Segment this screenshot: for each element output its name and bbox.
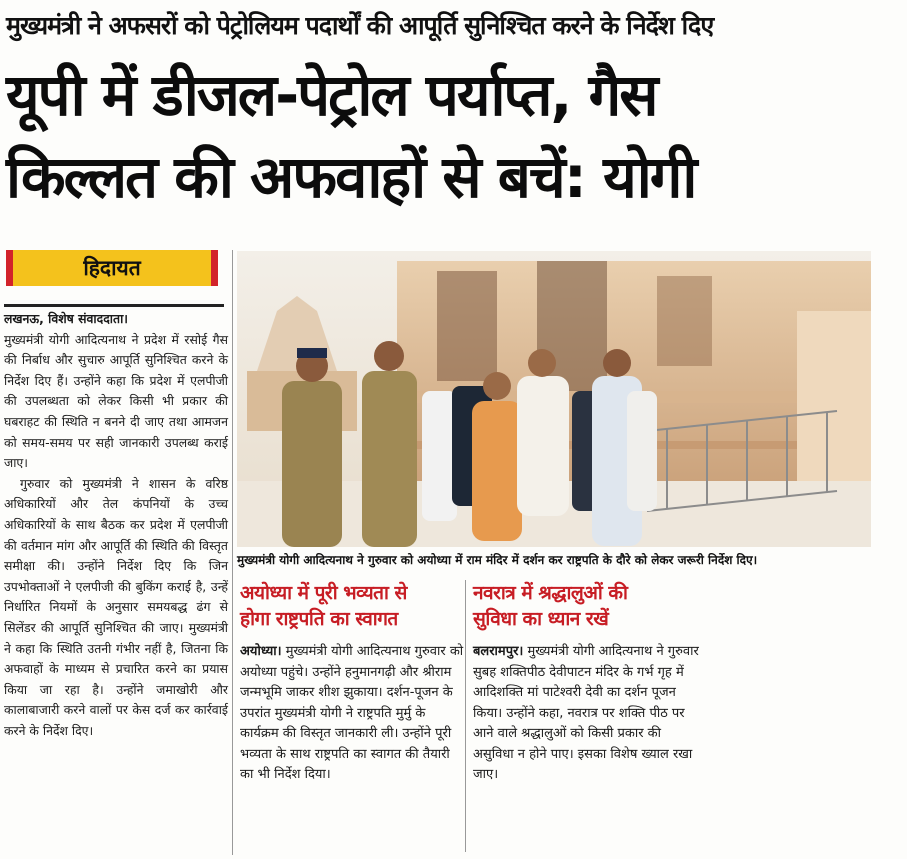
main-story-paragraph-1: मुख्यमंत्री योगी आदित्यनाथ ने प्रदेश में रसोई गैस की निर्बाध और सुचारु आपूर्ति सुनिश्चित करने के निर्देश दिए हैं। उन्होंने कहा कि प्रदेश में एलपीजी की उपलब्धता को लेकर किसी भी प्रकार की घबराहट की स्थिति न बनने दी जाए तथा आमजन को समय-समय पर सही जानकारी उपलब्ध कराई जाए।	[4, 331, 228, 471]
story-ayodhya-text: मुख्यमंत्री योगी आदित्यनाथ गुरुवार को अयोध्या पहुंचे। उन्होंने हनुमानगढ़ी और श्रीराम जन्मभूमि जाकर शीश झुकाया। दर्शन-पूजन के उपरांत मुख्यमंत्री योगी ने राष्ट्रपति मुर्मु के कार्यक्रम की विस्तृत जानकारी ली। उन्होंने पूरी भव्यता के साथ राष्ट्रपति का स्वागत की तैयारी का भी निर्देश दिया।	[240, 644, 464, 782]
column-divider-2	[465, 580, 466, 852]
section-label-text: हिदायत	[83, 256, 141, 280]
story-ayodhya-dateline: अयोध्या।	[240, 644, 282, 659]
main-story-dateline: लखनऊ, विशेष संवाददाता।	[4, 311, 128, 326]
story-balrampur-dateline: बलरामपुर।	[473, 644, 524, 659]
section-label	[6, 250, 218, 286]
main-story-column	[4, 250, 228, 855]
main-story-body	[4, 309, 228, 741]
story-balrampur-text: मुख्यमंत्री योगी आदित्यनाथ ने गुरुवार सुबह शक्तिपीठ देवीपाटन मंदिर के गर्भ गृह में आदिशक्ति मां पाटेश्वरी देवी का दर्शन पूजन किया। उन्होंने कहा, नवरात्र पर शक्ति पीठ पर आने वाले श्रद्धालुओं को किसी प्रकार की असुविधा न होने पाए। इसका विशेष ख्याल रखा जाए।	[473, 644, 699, 782]
story-ayodhya-headline-line-2: होगा राष्ट्रपति का स्वागत	[240, 608, 398, 630]
story-balrampur	[473, 580, 699, 786]
divider	[4, 304, 224, 307]
column-divider	[232, 250, 233, 855]
story-ayodhya-body	[240, 642, 466, 786]
story-ayodhya-headline	[240, 580, 466, 632]
main-story-paragraph-2: गुरुवार को मुख्यमंत्री ने शासन के वरिष्ठ अधिकारियों और तेल कंपनियों के उच्च अधिकारियों के साथ बैठक कर प्रदेश में एलपीजी की वर्तमान मांग और आपूर्ति की स्थिति की विस्तृत समीक्षा की। उन्होंने निर्देश दिए कि जिन उपभोक्ताओं ने एलपीजी की बुकिंग कराई है, उन्हें निर्धारित नियमों के अनुसार समयबद्ध ढंग से सिलेंडर की आपूर्ति सुनिश्चित की जाए। मुख्यमंत्री ने कहा कि स्थिति उतनी गंभीर नहीं है, जितना कि अफवाहों के माध्यम से प्रचारित करने का प्रयास किया जा रहा है। उन्होंने जमाखोरी और कालाबाजारी करने वालों पर केस दर्ज कर कार्रवाई करने के निर्देश दिए।	[4, 475, 228, 738]
story-balrampur-headline-line-2: सुविधा का ध्यान रखें	[473, 608, 609, 630]
headline-line-1: यूपी में डीजल-पेट्रोल पर्याप्त, गैस	[6, 61, 657, 129]
headline-line-2: किल्लत की अफवाहों से बचें: योगी	[6, 143, 696, 211]
story-balrampur-headline-line-1: नवरात्र में श्रद्धालुओं की	[473, 582, 628, 604]
photo-caption: मुख्यमंत्री योगी आदित्यनाथ ने गुरुवार को अयोध्या में राम मंदिर में दर्शन कर राष्ट्रपति के दौरे को लेकर जरूरी निर्देश दिए।	[237, 553, 758, 567]
story-ayodhya	[240, 580, 466, 786]
story-balrampur-body	[473, 642, 699, 786]
kicker-headline: मुख्यमंत्री ने अफसरों को पेट्रोलियम पदार्थों की आपूर्ति सुनिश्चित करने के निर्देश दिए	[6, 11, 714, 40]
main-headline	[6, 54, 901, 218]
news-photo	[237, 251, 871, 547]
temple-photo-illustration	[237, 251, 871, 547]
story-balrampur-headline	[473, 580, 699, 632]
story-ayodhya-headline-line-1: अयोध्या में पूरी भव्यता से	[240, 582, 407, 604]
